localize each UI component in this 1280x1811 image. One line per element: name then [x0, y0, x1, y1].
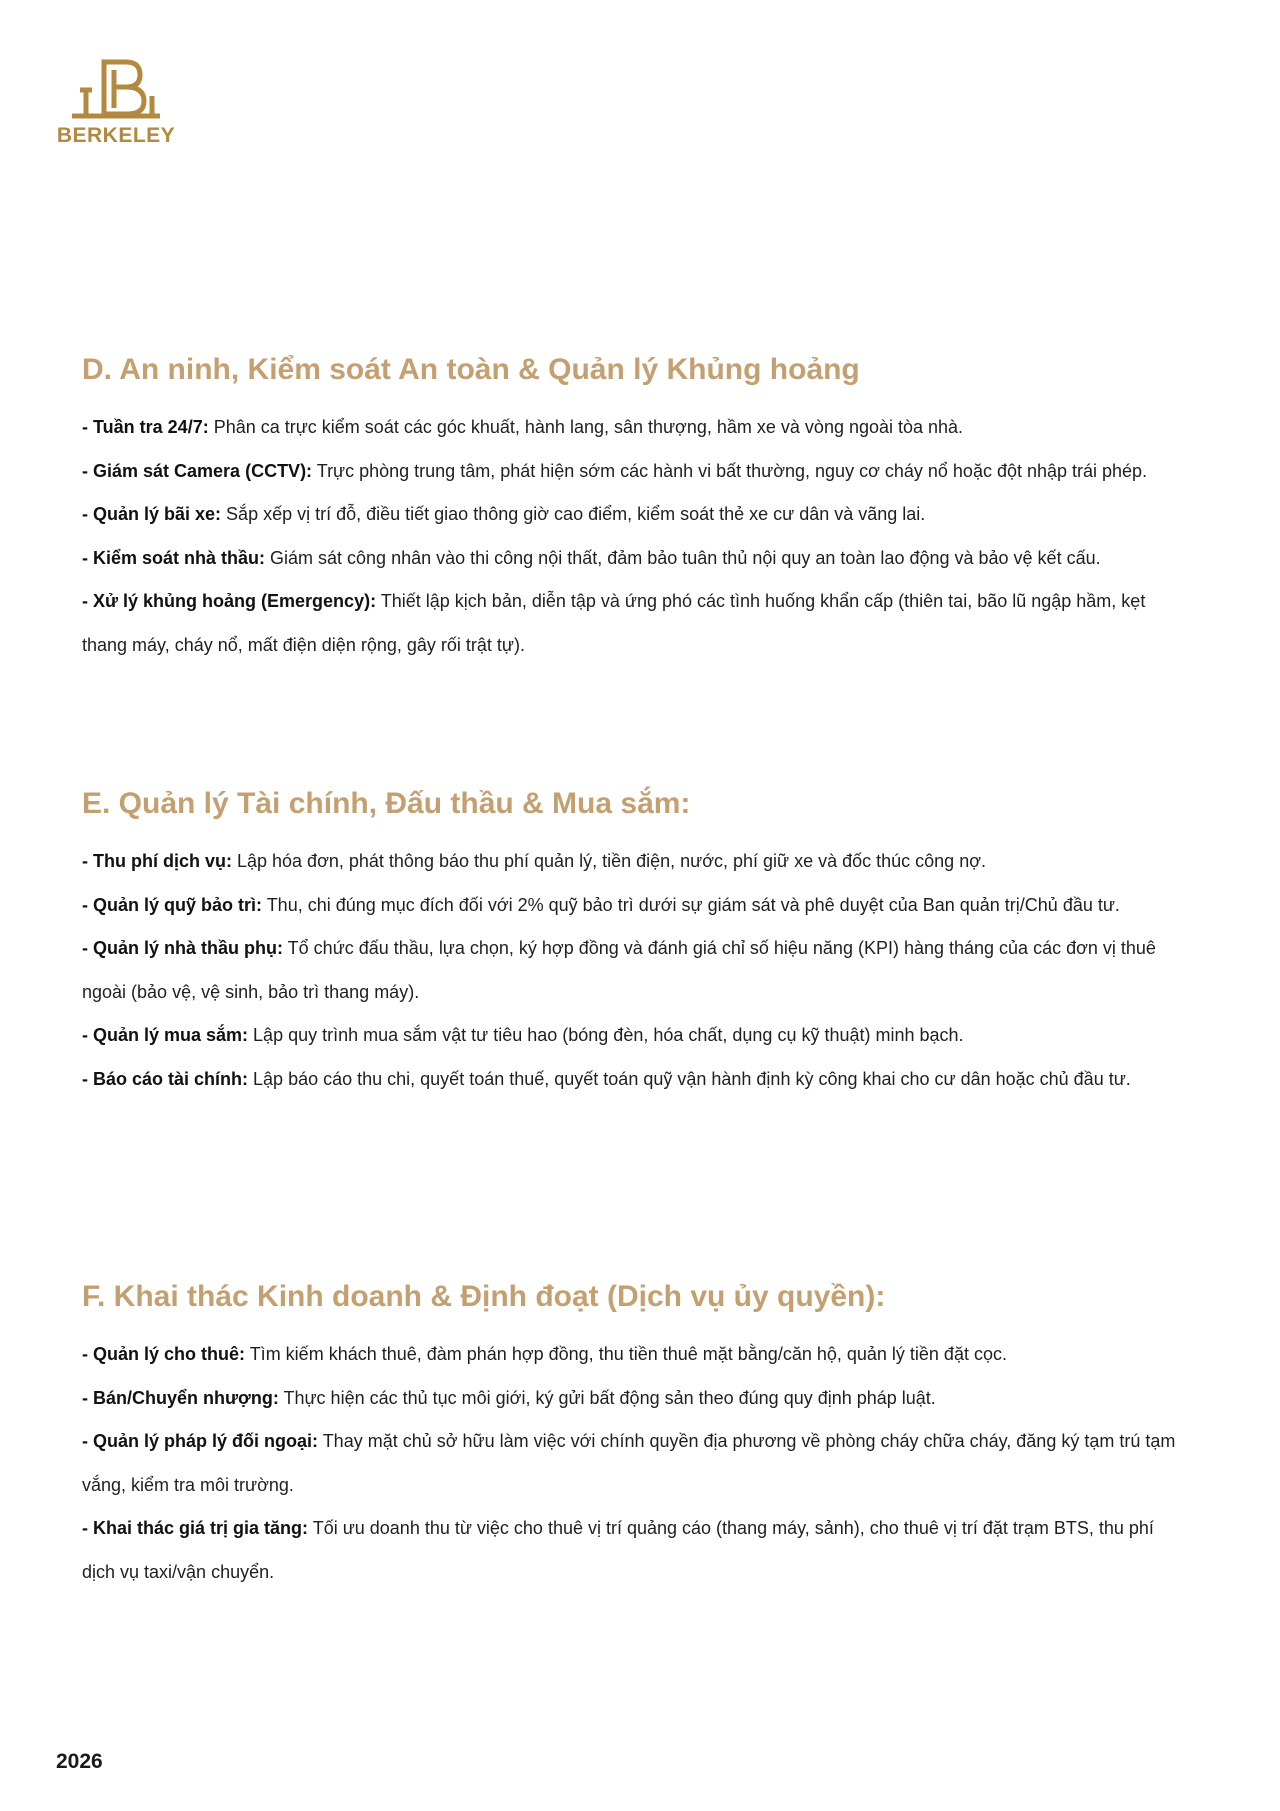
item-lead: - Bán/Chuyển nhượng:: [82, 1387, 279, 1408]
item-lead: - Thu phí dịch vụ:: [82, 851, 232, 871]
item-text: Thiết lập kịch bản, diễn tập và ứng phó các tình huống khẩn cấp (thiên tai, bão lũ ngập hầm, kẹt thang máy, cháy nổ, mất điện diện rộng, gây rối trật tự).: [82, 591, 1146, 655]
item-lead: - Xử lý khủng hoảng (Emergency):: [82, 591, 377, 611]
item-text: Lập quy trình mua sắm vật tư tiêu hao (bóng đèn, hóa chất, dụng cụ kỹ thuật) minh bạch.: [248, 1025, 964, 1045]
item-text: Thay mặt chủ sở hữu làm việc với chính quyền địa phương về phòng cháy chữa cháy, đăng ký tạm trú tạm vắng, kiểm tra môi trường.: [82, 1431, 1176, 1495]
item-text: Lập báo cáo thu chi, quyết toán thuế, quyết toán quỹ vận hành định kỳ công khai cho cư dân hoặc chủ đầu tư.: [248, 1068, 1131, 1089]
section-e: [82, 784, 1182, 1101]
footer-year: 2026: [56, 1750, 103, 1773]
list-item: [82, 580, 1182, 667]
list-item: [82, 1333, 1182, 1377]
item-text: Thực hiện các thủ tục môi giới, ký gửi bất động sản theo đúng quy định pháp luật.: [278, 1387, 936, 1408]
item-lead: - Giám sát Camera (CCTV):: [82, 460, 313, 481]
berkeley-logo-icon: [70, 56, 162, 120]
list-item: [82, 884, 1182, 928]
item-lead: - Quản lý quỹ bảo trì:: [82, 894, 263, 915]
section-title: E. Quản lý Tài chính, Đấu thầu & Mua sắm:: [82, 787, 691, 820]
list-item: [82, 1420, 1182, 1507]
list-item: [82, 450, 1182, 494]
list-item: [82, 1507, 1182, 1594]
item-text: Giám sát công nhân vào thi công nội thất, đảm bảo tuân thủ nội quy an toàn lao động và bảo vệ kết cấu.: [265, 547, 1101, 568]
item-lead: - Quản lý cho thuê:: [82, 1344, 246, 1364]
section-d: [82, 350, 1182, 667]
item-text: Tối ưu doanh thu từ việc cho thuê vị trí quảng cáo (thang máy, sảnh), cho thuê vị trí đặt trạm BTS, thu phí dịch vụ taxi/vận chuyển.: [82, 1518, 1154, 1582]
item-lead: - Quản lý pháp lý đối ngoại:: [82, 1431, 319, 1451]
list-item: [82, 840, 1182, 884]
section-title: D. An ninh, Kiểm soát An toàn & Quản lý Khủng hoảng: [82, 353, 860, 386]
item-lead: - Tuần tra 24/7:: [82, 417, 209, 437]
list-item: [82, 1377, 1182, 1421]
section-f: [82, 1277, 1182, 1594]
list-item: [82, 493, 1182, 537]
list-item: [82, 927, 1182, 1014]
item-text: Tổ chức đấu thầu, lựa chọn, ký hợp đồng và đánh giá chỉ số hiệu năng (KPI) hàng tháng của các đơn vị thuê ngoài (bảo vệ, vệ sinh, bảo trì thang máy).: [82, 938, 1156, 1002]
list-item: [82, 406, 1182, 450]
item-lead: - Khai thác giá trị gia tăng:: [82, 1518, 309, 1538]
brand-name: BERKELEY: [56, 124, 176, 147]
item-text: Thu, chi đúng mục đích đối với 2% quỹ bảo trì dưới sự giám sát và phê duyệt của Ban quản trị/Chủ đầu tư.: [262, 894, 1120, 915]
list-item: [82, 1058, 1182, 1102]
list-item: [82, 537, 1182, 581]
item-text: Lập hóa đơn, phát thông báo thu phí quản lý, tiền điện, nước, phí giữ xe và đốc thúc công nợ.: [231, 851, 987, 871]
item-lead: - Kiểm soát nhà thầu:: [82, 547, 266, 568]
section-title: F. Khai thác Kinh doanh & Định đoạt (Dịch vụ ủy quyền):: [82, 1280, 886, 1313]
item-text: Tìm kiếm khách thuê, đàm phán hợp đồng, thu tiền thuê mặt bằng/căn hộ, quản lý tiền đặt cọc.: [245, 1344, 1007, 1364]
item-lead: - Quản lý mua sắm:: [82, 1025, 249, 1045]
item-lead: - Quản lý bãi xe:: [82, 504, 222, 524]
item-lead: - Báo cáo tài chính:: [82, 1068, 249, 1089]
item-text: Trực phòng trung tâm, phát hiện sớm các hành vi bất thường, nguy cơ cháy nổ hoặc đột nhập trái phép.: [312, 460, 1148, 481]
item-lead: - Quản lý nhà thầu phụ:: [82, 938, 283, 958]
item-text: Sắp xếp vị trí đỗ, điều tiết giao thông giờ cao điểm, kiểm soát thẻ xe cư dân và vãng lai.: [221, 504, 926, 524]
item-text: Phân ca trực kiểm soát các góc khuất, hành lang, sân thượng, hầm xe và vòng ngoài tòa nhà.: [208, 417, 964, 437]
list-item: [82, 1014, 1182, 1058]
brand-logo: [56, 56, 176, 148]
